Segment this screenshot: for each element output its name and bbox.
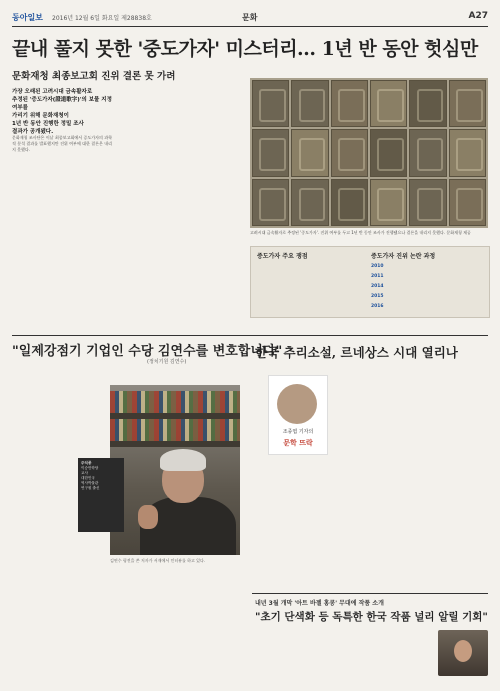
column-brand: 문학 뜨락	[283, 439, 313, 447]
shelf	[110, 441, 240, 447]
timeline-year: 2010	[371, 264, 384, 269]
artifact-tile	[449, 179, 486, 226]
portrait-photo	[438, 630, 488, 676]
interview-photo-caption: 김연수 평전을 쓴 저자가 서재에서 인터뷰를 하고 있다.	[110, 558, 206, 563]
art-fair-eyebrow: 내년 3월 개막 '아트 바젤 홍콩' 무대에 작품 소개	[255, 600, 384, 607]
artifact-tile	[370, 129, 407, 176]
timeline-years	[371, 262, 384, 312]
interview-headline: "일제강점기 기업인 수당 김연수를 변호합니다"	[12, 344, 283, 359]
lead-paragraph	[12, 88, 112, 136]
main-headline: 끝내 풀지 못한 '중도가자' 미스터리… 1년 반 동안 헛심만	[12, 38, 478, 60]
artifact-tile	[370, 179, 407, 226]
columnist-label: 조종엽 기자의	[282, 429, 314, 435]
bio-line: 교사	[81, 471, 88, 475]
masthead	[12, 10, 488, 24]
body-column	[250, 320, 488, 332]
portrait-face	[454, 640, 472, 662]
section-name: 문화	[242, 13, 258, 22]
artifact-tile	[449, 129, 486, 176]
artifact-tile	[291, 80, 328, 127]
masthead-rule	[12, 26, 488, 27]
body-column	[12, 135, 112, 330]
main-subhead: 문화재청 최종보고회 진위 결론 못 가려	[12, 71, 176, 82]
artifact-tile	[291, 179, 328, 226]
bio-line: 주익종	[81, 461, 92, 465]
info-box-right-title: 증도가자 진위 논란 과정	[371, 253, 436, 260]
body-column	[255, 458, 327, 592]
column-headline: 한국 추리소설, 르네상스 시대 열리나	[255, 345, 458, 360]
person-hair	[160, 449, 206, 471]
body-column	[122, 88, 242, 330]
artifact-tile	[370, 80, 407, 127]
timeline-year: 2014	[371, 284, 384, 289]
bio-line: 이승만학당	[81, 466, 99, 470]
bookshelf	[110, 391, 240, 413]
bio-line: 대한민국	[81, 476, 95, 480]
lead-line: 가장 오래된 고려시대 금속활자로	[12, 89, 93, 95]
bookshelf	[110, 419, 240, 441]
interview-byline: (정치기원 김연수)	[147, 359, 187, 365]
body-column	[255, 628, 433, 684]
newspaper-logo: 동아일보	[12, 13, 43, 22]
body-column	[12, 372, 104, 682]
person-hand	[138, 505, 158, 529]
artifact-tile	[331, 80, 368, 127]
info-box	[250, 246, 490, 318]
info-box-left-title: 증도가자 주요 쟁점	[257, 253, 308, 260]
artifact-tile	[449, 80, 486, 127]
artifact-tile	[252, 80, 289, 127]
timeline-year: 2015	[371, 294, 384, 299]
artifact-tile	[409, 129, 446, 176]
issue-date: 2016년 12월 6일 화요일 제28838호	[52, 15, 152, 22]
page-number: A27	[468, 11, 488, 21]
lead-line: 가리기 위해 문화재청이	[12, 113, 69, 119]
artifact-tile	[331, 179, 368, 226]
columnist-avatar	[277, 384, 317, 424]
artifact-tile	[409, 80, 446, 127]
section-rule	[252, 593, 488, 594]
artifact-photo	[250, 78, 488, 228]
artifact-caption: 고려시대 금속활자로 추정된 '중도가자'. 진위 여부를 두고 1년 반 동안 조사가 진행됐으나 결론을 내리지 못했다. 문화재청 제공	[250, 230, 471, 235]
body-text: 문화재청 조사단은 이날 최종보고회에서 증도가자의 과학적 분석 결과를 발표했지만 진위 여부에 대한 결론은 내리지 못했다.	[12, 135, 112, 152]
timeline-year: 2011	[371, 274, 384, 279]
artifact-tile	[252, 129, 289, 176]
body-column	[332, 372, 488, 592]
bio-line: 역사박물관	[81, 481, 99, 485]
timeline-year: 2016	[371, 304, 384, 309]
art-fair-headline: "초기 단색화 등 독특한 한국 작품 널리 알릴 기회"	[255, 611, 488, 623]
interview-photo	[110, 385, 240, 555]
artifact-tile	[331, 129, 368, 176]
artifact-tile	[409, 179, 446, 226]
lead-line: 결과가 공개됐다.	[12, 129, 54, 135]
artifact-tile	[291, 129, 328, 176]
section-rule	[12, 335, 488, 336]
bio-line: 연구원 출신	[81, 486, 100, 490]
lead-line: 추정된 '증도가자(證道歌字)'의 보물 지정 여부를	[12, 97, 112, 111]
body-column	[110, 568, 240, 682]
lead-line: 1년 반 동안 진행한 정밀 조사	[12, 121, 84, 127]
artifact-tile	[252, 179, 289, 226]
column-badge	[268, 375, 328, 455]
